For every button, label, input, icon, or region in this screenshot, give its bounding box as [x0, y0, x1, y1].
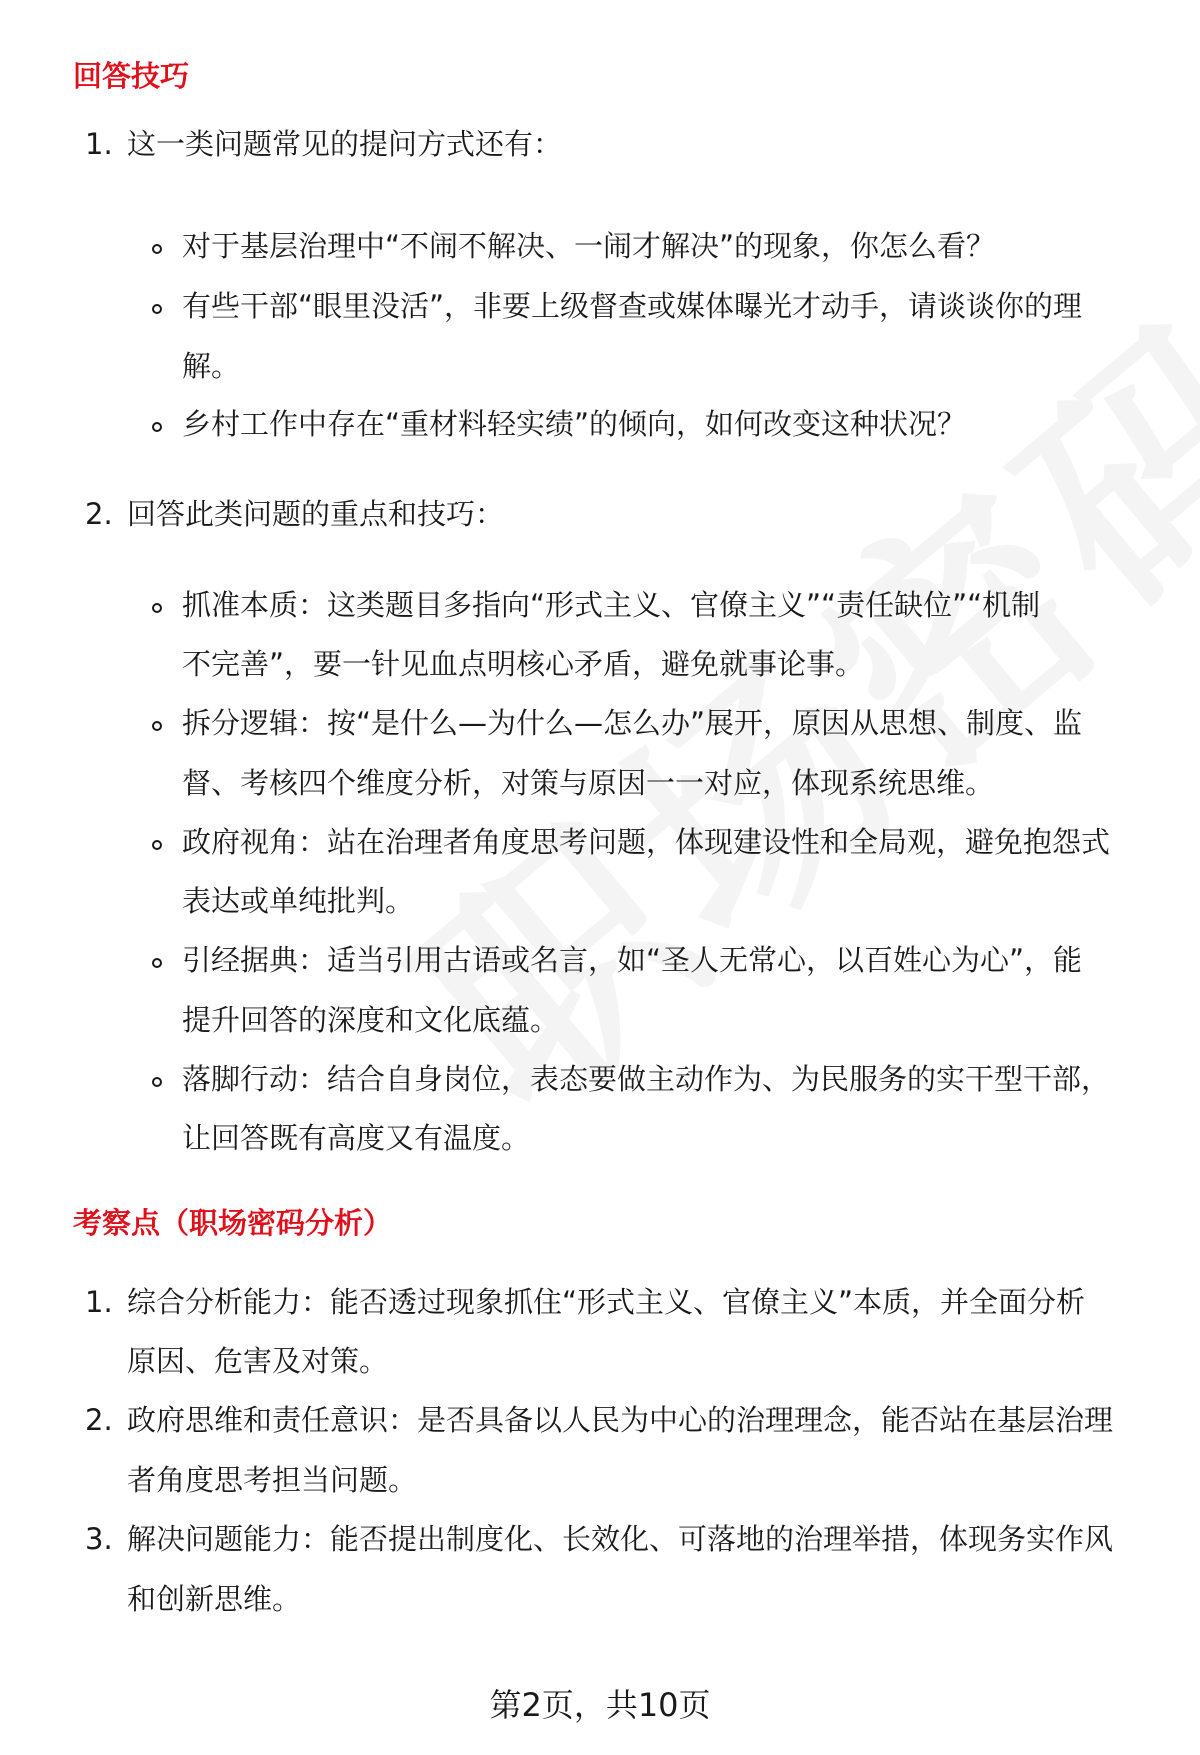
- sub-item-line: 乡村工作中存在“重材料轻实绩”的倾向，如何改变这种状况？: [182, 407, 967, 441]
- list-item-line: 者角度思考担当问题。: [127, 1463, 418, 1497]
- sub-item-line: 对于基层治理中“不闹不解决、一闹才解决”的现象，你怎么看？: [182, 229, 996, 263]
- sub-item-line: 政府视角：站在治理者角度思考问题，体现建设性和全局观，避免抱怨式: [182, 825, 1111, 859]
- hollow-bullet-icon: [152, 840, 162, 850]
- hollow-bullet-icon: [152, 422, 162, 432]
- hollow-bullet-icon: [152, 304, 162, 314]
- list-item-line: 原因、危害及对策。: [127, 1344, 389, 1378]
- hollow-bullet-icon: [152, 958, 162, 968]
- sub-item-line: 拆分逻辑：按“是什么—为什么—怎么办”展开，原因从思想、制度、监: [182, 706, 1083, 740]
- sub-item-line: 让回答既有高度又有温度。: [182, 1121, 531, 1155]
- sub-item-line: 引经据典：适当引用古语或名言，如“圣人无常心，以百姓心为心”，能: [182, 943, 1083, 977]
- sub-item-line: 有些干部“眼里没活”，非要上级督查或媒体曝光才动手，请谈谈你的理: [182, 289, 1083, 323]
- sub-item-line: 解。: [182, 349, 241, 383]
- hollow-bullet-icon: [152, 244, 162, 254]
- list-item-number: 1.: [85, 127, 113, 161]
- list-item-line: 政府思维和责任意识：是否具备以人民为中心的治理理念，能否站在基层治理: [127, 1403, 1114, 1437]
- sub-item-line: 表达或单纯批判。: [182, 884, 415, 918]
- hollow-bullet-icon: [152, 603, 162, 613]
- sub-item-line: 督、考核四个维度分析，对策与原因一一对应，体现系统思维。: [182, 766, 995, 800]
- list-item-text: 回答此类问题的重点和技巧：: [127, 497, 505, 531]
- list-item-text: 这一类问题常见的提问方式还有：: [127, 127, 563, 161]
- page-number-footer: 第2页，共10页: [489, 1686, 711, 1724]
- list-item-number: 2.: [85, 497, 113, 531]
- list-item-number: 3.: [85, 1522, 113, 1556]
- hollow-bullet-icon: [152, 1077, 162, 1087]
- list-item-line: 综合分析能力：能否透过现象抓住“形式主义、官僚主义”本质，并全面分析: [127, 1285, 1086, 1319]
- section-heading-assessment-points: 考察点（职场密码分析）: [73, 1206, 393, 1240]
- sub-item-line: 不完善”，要一针见血点明核心矛盾，避免就事论事。: [182, 647, 865, 681]
- section-heading-answer-tips: 回答技巧: [73, 59, 190, 93]
- list-item-number: 2.: [85, 1403, 113, 1437]
- sub-item-line: 提升回答的深度和文化底蕴。: [182, 1003, 560, 1037]
- sub-item-line: 抓准本质：这类题目多指向“形式主义、官僚主义”“责任缺位”“机制: [182, 588, 1041, 622]
- list-item-line: 解决问题能力：能否提出制度化、长效化、可落地的治理举措，体现务实作风: [127, 1522, 1114, 1556]
- sub-item-line: 落脚行动：结合自身岗位，表态要做主动作为、为民服务的实干型干部，: [182, 1062, 1111, 1096]
- list-item-number: 1.: [85, 1285, 113, 1319]
- list-item-line: 和创新思维。: [127, 1582, 302, 1616]
- hollow-bullet-icon: [152, 721, 162, 731]
